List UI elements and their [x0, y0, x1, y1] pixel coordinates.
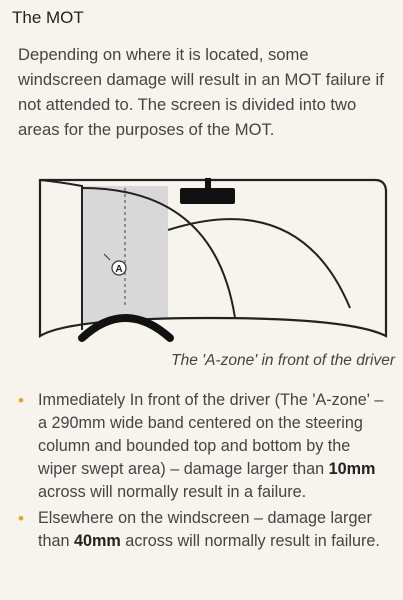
a-zone-marker-label: A [115, 264, 123, 275]
bullet-emphasis: 10mm [328, 460, 376, 478]
windscreen-diagram [30, 168, 390, 348]
bullet-text: Elsewhere on the windscreen – damage larger than [38, 509, 372, 550]
mirror-mount [205, 178, 211, 190]
bullet-item-elsewhere [18, 507, 388, 553]
bullet-text-end: across will normally result in a failure. [38, 483, 307, 501]
bullet-marker: • [18, 391, 24, 410]
bullet-text-end: across will normally result in failure. [120, 532, 380, 550]
bullet-item-a-zone [18, 389, 388, 504]
intro-paragraph: Depending on where it is located, some windscreen damage will result in an MOT failure if not attended to. The screen is divided into two areas for the purposes of the MOT. [18, 45, 384, 139]
a-pillar [40, 180, 82, 330]
bullet-emphasis: 40mm [74, 532, 121, 550]
heading: The MOT [12, 8, 84, 27]
figure-caption: The 'A-zone' in front of the driver [171, 352, 395, 369]
bullet-text: Immediately In front of the driver (The 'A-zone' – a 290mm wide band centered on the steering column and bounded top and bottom by the wiper swept area) – damage larger than [38, 391, 384, 478]
bullet-list [18, 389, 388, 556]
rear-view-mirror [180, 188, 235, 204]
bullet-marker: • [18, 509, 24, 528]
